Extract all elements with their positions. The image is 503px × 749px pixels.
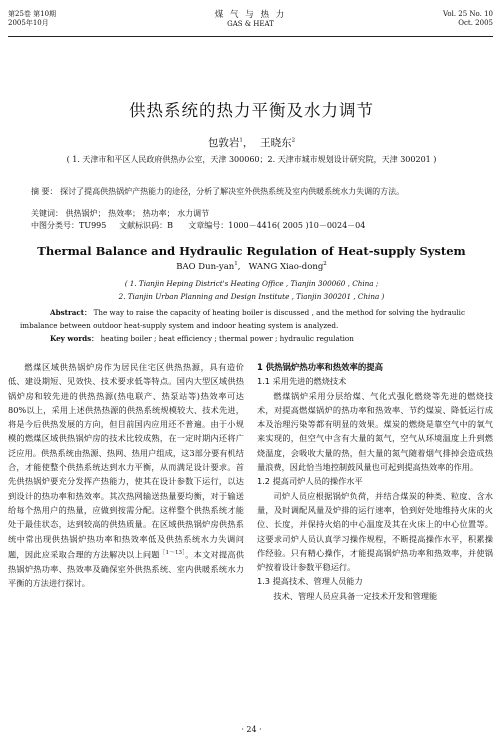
header-volume-issue: 第25卷 第10期 xyxy=(8,10,57,18)
doc-code-value: B xyxy=(167,221,173,230)
author-2-en-sup: 2 xyxy=(323,261,327,267)
abstract-text-cn: 探讨了提高供热锅炉产热能力的途径，分析了解决室外供热系统及室内供暖系统水力失调的方法。 xyxy=(60,187,405,196)
header-date-en: Oct. 2005 xyxy=(458,19,493,27)
keywords-label-cn: 关键词： xyxy=(31,209,63,218)
doc-code-label: 文献标识码： xyxy=(119,221,168,230)
author-1-en: BAO Dun-yan xyxy=(176,261,235,272)
keywords-cn xyxy=(31,208,463,219)
section-heading-1-1: 1.1 采用先进的燃烧技术 xyxy=(257,376,347,387)
keywords-en xyxy=(50,334,481,344)
body-column-right xyxy=(257,360,493,603)
author-en-sep: , xyxy=(237,261,241,272)
abstract-text-en: The way to raise the capacity of heating boiler is discussed , and the method for solving the hydraulic imbalance between outdoor heat-supply system and indoor heating system is analyzed. xyxy=(20,308,466,330)
keywords-text-cn: 供热锅炉； 热效率； 热功率； 水力调节 xyxy=(65,209,210,218)
page-number: · 24 · xyxy=(241,725,262,734)
header-rule xyxy=(8,36,493,37)
article-no-value: 1000－4416( 2005 )10－0024－04 xyxy=(228,221,366,230)
paragraph-1-1: 燃煤锅炉采用分层给煤、气化式强化燃烧等先进的燃烧技术，对提高燃煤锅炉的热功率和热效率、节约煤炭、降低运行成本及治理污染等都有明显的效果。煤炭的燃烧是靠空气中的氧气来实现的，但空气中含有大量的氮气，空气从环境温度上升到燃烧温度，会吸收大量的热，但大量的氮气随着烟气排掉会造成热量浪费，因此恰当地控制鼓风量也可起到提高热效率的作用。 xyxy=(257,390,493,473)
title-cn: 供热系统的热力平衡及水力调节 xyxy=(129,101,374,120)
author-2-sup: 2 xyxy=(291,137,296,144)
abstract-label-cn: 摘 要： xyxy=(31,187,58,196)
clc-value: TU995 xyxy=(79,221,107,230)
title-en: Thermal Balance and Hydraulic Regulation of Heat-supply System xyxy=(37,244,466,258)
author-2-en: WANG Xiao-dong xyxy=(248,261,324,272)
header-vol-no: Vol. 25 No. 10 xyxy=(442,10,493,18)
journal-name-en: GAS & HEAT xyxy=(227,20,274,28)
header-date-cn: 2005年10月 xyxy=(8,19,49,27)
section-heading-1: 1 供热锅炉热功率和热效率的提高 xyxy=(257,362,383,372)
paragraph-1-2: 司炉人员应根据锅炉负荷，并结合煤炭的种类、粒度、含水量，及时调配风量及炉排的运行速率，恰到好处地维持火床的火位、长度，并保持火焰的中心温度及其在火床上的中心位置等。这要求司炉人员认真学习操作规程，不断提高操作水平，积累操作经验。只有精心操作，才能提高锅炉热功率和热效率，并使锅炉按着设计参数平稳运行。 xyxy=(257,490,493,573)
abstract-cn xyxy=(31,186,463,197)
classification-line xyxy=(31,220,463,231)
header-journal xyxy=(8,10,493,29)
abstract-en xyxy=(20,307,481,332)
article-no-label: 文章编号： xyxy=(188,221,229,230)
paragraph-1-3: 技术、管理人员应具备一定技术开发和管理能 xyxy=(273,590,438,601)
keywords-text-en: heating boiler ; heat efficiency ; thermal power ; hydraulic regulation xyxy=(100,334,354,343)
clc-label: 中图分类号： xyxy=(31,221,79,230)
author-1-sup: 1 xyxy=(239,137,243,144)
section-heading-1-3: 1.3 提高技术、管理人员能力 xyxy=(257,576,363,587)
body-column-left xyxy=(8,360,244,590)
authors-cn xyxy=(0,135,503,150)
header-vol-en xyxy=(443,10,493,28)
section-heading-1-2: 1.2 提高司炉人员的操作水平 xyxy=(257,476,363,487)
author-sep: ， xyxy=(242,137,254,149)
author-1-cn: 包敦岩 xyxy=(207,137,240,149)
affiliation-en-2: 2. Tianjin Urban Planning and Design Institute , Tianjin 300201 , China ) xyxy=(118,292,385,301)
abstract-label-en: Abstract： xyxy=(50,308,92,317)
author-2-cn: 王晓东 xyxy=(260,137,292,149)
author-1-en-sup: 1 xyxy=(234,261,238,267)
intro-ref: ［1～13］ xyxy=(159,549,186,556)
running-header xyxy=(8,10,493,36)
authors-en xyxy=(0,261,503,272)
journal-name-cn: 煤 气 与 热 力 xyxy=(214,10,287,20)
affiliation-cn: ( 1. 天津市和平区人民政府供热办公室，天津 300060；2. 天津市城市规划设计研究院，天津 300201 ) xyxy=(66,155,437,164)
intro-text: 燃煤区域供热锅炉房作为居民住宅区供热热源，具有造价低、建设期短、见效快、技术要求低等特点。国内大型区域供热锅炉房和较先进的供热热源(热电联产、热泵站等)热效率可达80%以上，采用上述供热热源的供热系统规模较大、技术先进，将是今后供热发展的方向，但目前国内应用还不普遍。由于小规模的燃煤区域供热锅炉房的技术比较成熟，在一定时期内还将广泛应用。供热系统由热源、热网、热用户组成，这3部分要有机结合，才能使整个供热系统达到水力平衡，从而满足设计要求。首先供热锅炉要充分发挥产热能力，使其在设计参数下运行，以达到设计的热功率和热效率。其次热网输送热量要均衡，对于输送给每个热用户的热量，应做到按需分配。这样整个供热系统才能处于最佳状态，达到较高的供热质量。在区域供热锅炉房供热系统中常出现供热锅炉热功率和热效率低及供热系统水力失调问题，因此应采取合理的方法解决以上问题 xyxy=(8,362,244,560)
affiliation-en-1: ( 1. Tianjin Heping District's Heating Office , Tianjin 300060 , China ; xyxy=(124,279,379,288)
keywords-label-en: Key words： xyxy=(50,334,99,343)
intro-paragraph xyxy=(8,360,244,590)
intro-tail: 。本文对提高供热锅炉热功率、热效率及确保室外供热系统、室内供暖系统水力平衡的方法进行探讨。 xyxy=(8,549,244,589)
